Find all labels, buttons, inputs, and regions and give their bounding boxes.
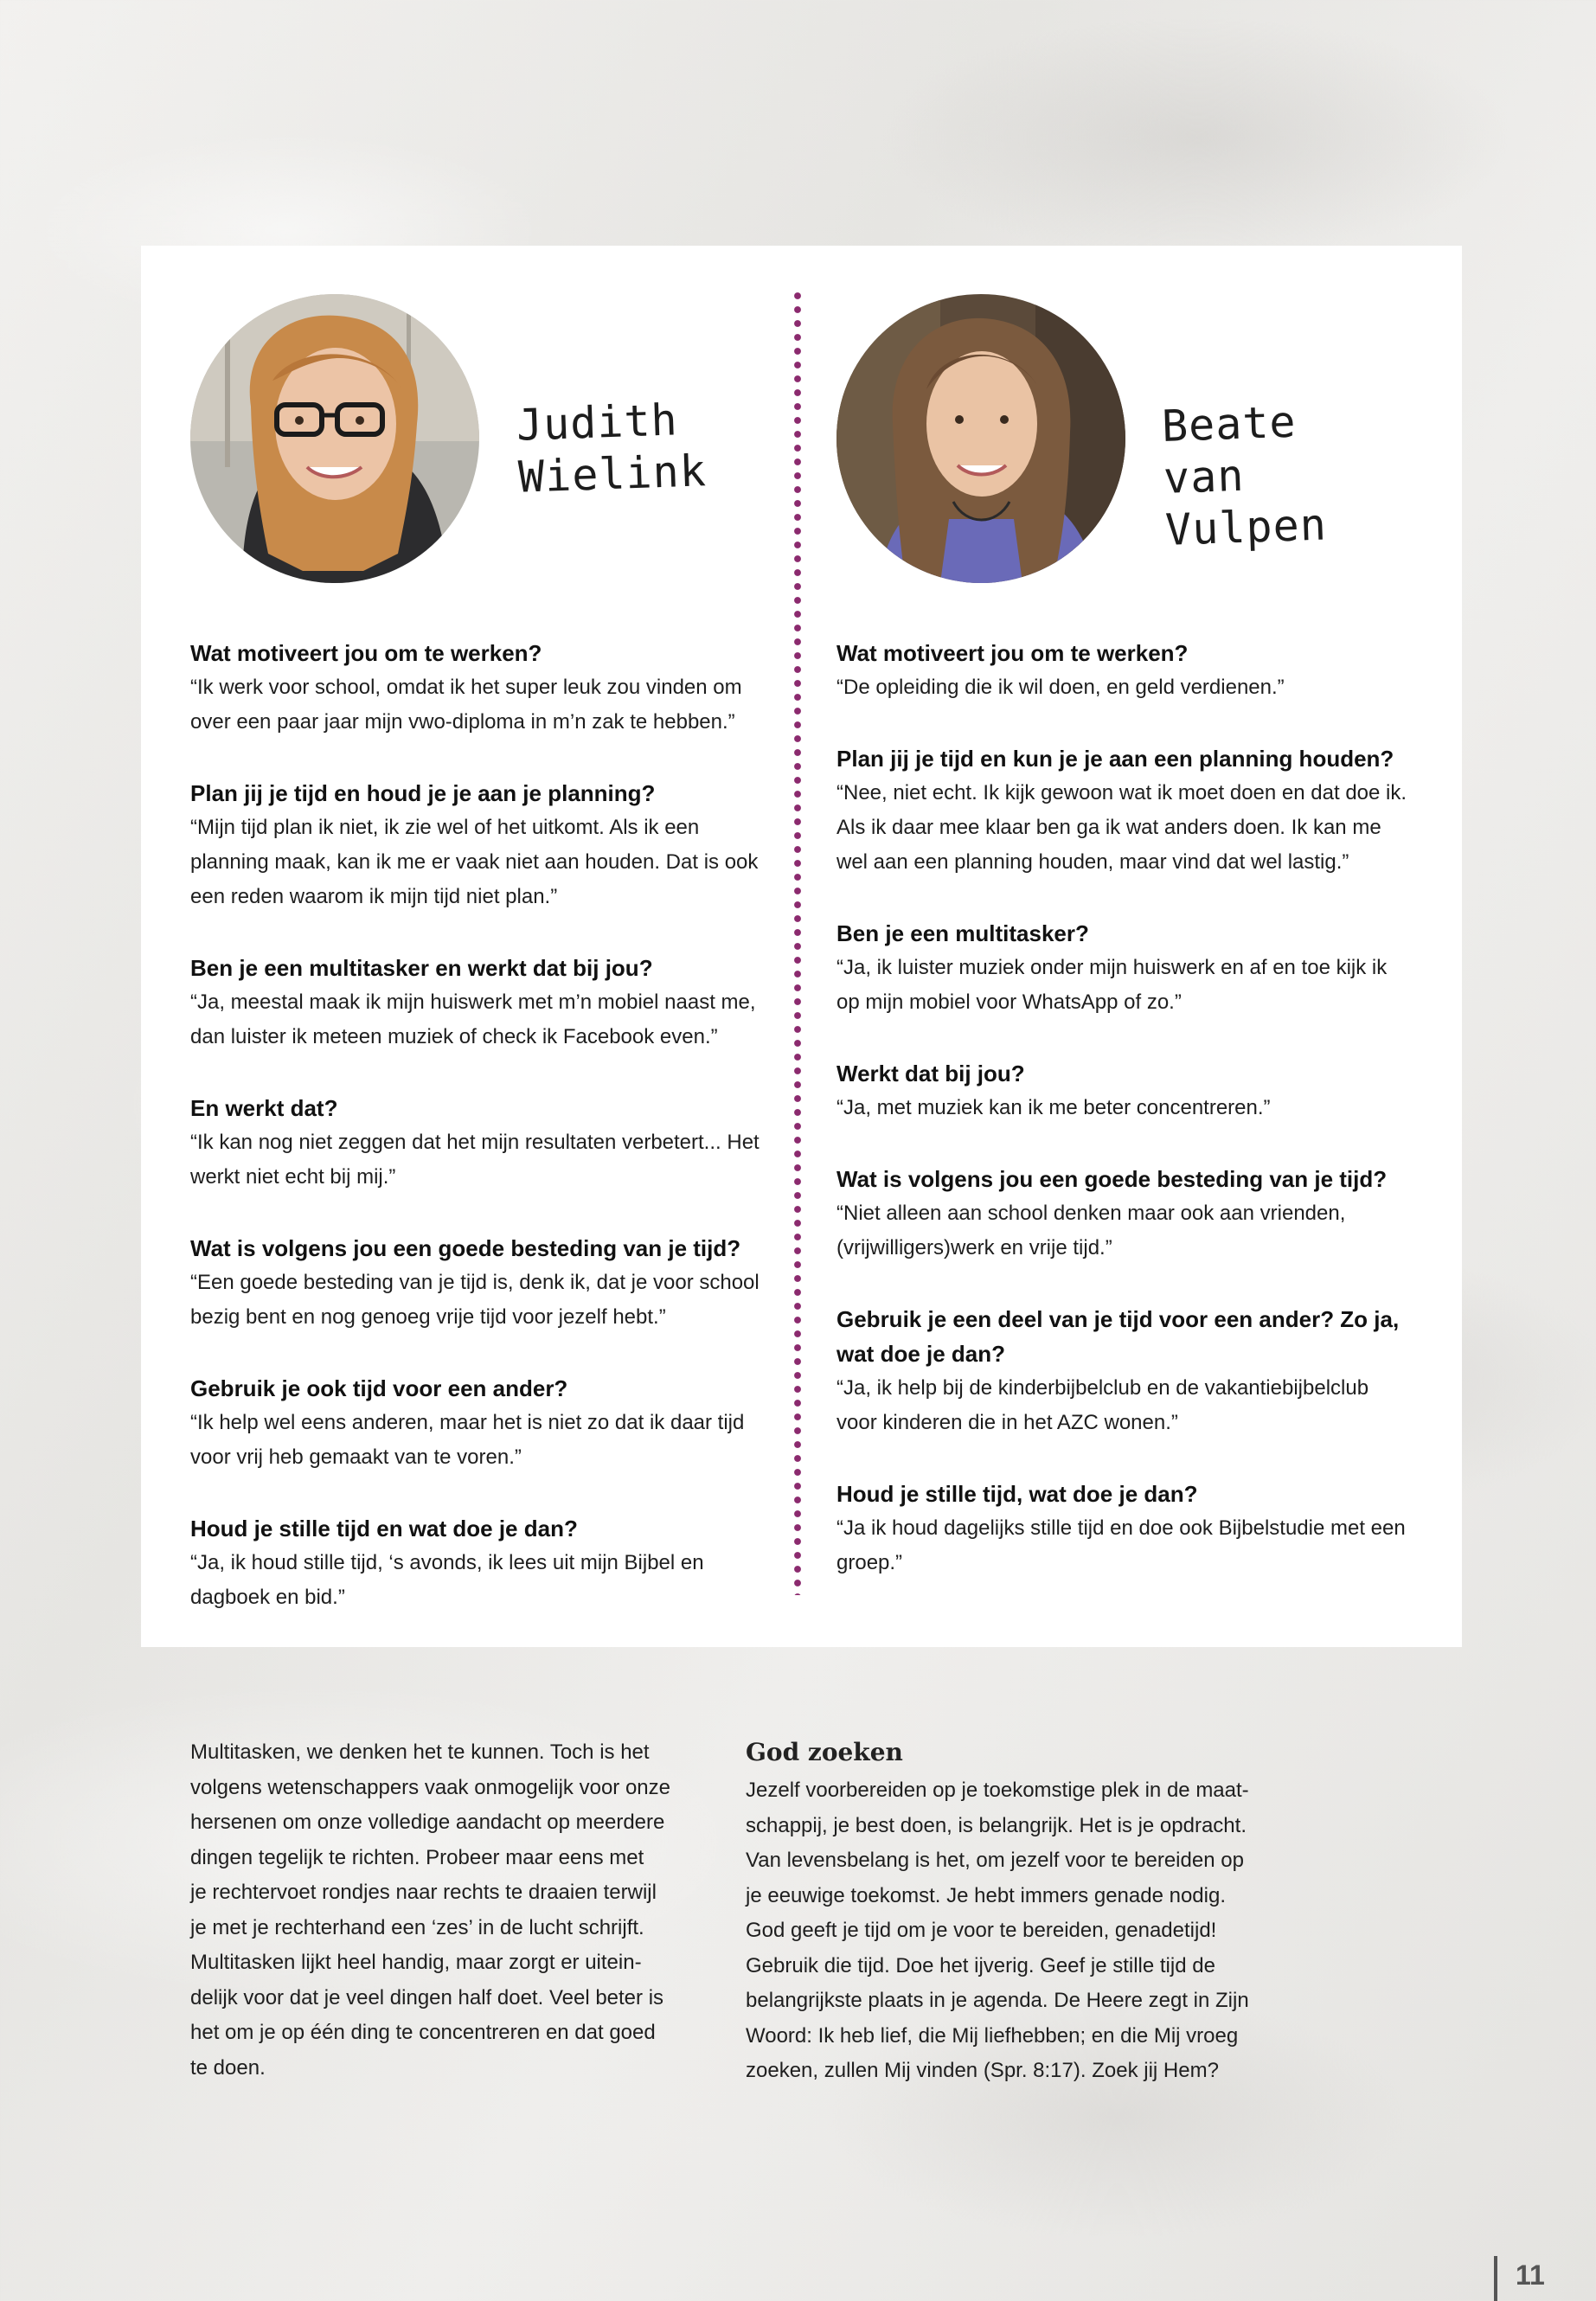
- god-zoeken-section: [746, 1735, 1273, 2089]
- qa-item: [190, 636, 761, 740]
- qa-item: [190, 951, 761, 1054]
- qa-item: [190, 1091, 761, 1195]
- page-number: 11: [1516, 2259, 1545, 2291]
- answer: “Ja, met muziek kan ik me beter concentreren.”: [836, 1096, 1271, 1119]
- answer: “Een goede besteding van je tijd is, denk ik, dat je voor school bezig bent en nog genoeg vrije tijd voor jezelf hebt.”: [190, 1271, 760, 1329]
- text-line: Woord: Ik heb lief, die Mij liefhebben; en die Mij vroeg: [746, 2023, 1239, 2048]
- name-last: van Vulpen: [1163, 450, 1328, 555]
- question: Werkt dat bij jou?: [836, 1061, 1025, 1086]
- portrait-photo: [836, 294, 1125, 583]
- person-name: [1161, 392, 1410, 556]
- question: Wat is volgens jou een goede besteding van je tijd?: [190, 1235, 741, 1261]
- question: Wat motiveert jou om te werken?: [190, 640, 542, 666]
- text-line: te doen.: [190, 2055, 266, 2080]
- question: Plan jij je tijd en kun je je aan een planning houden?: [836, 746, 1394, 772]
- text-line: Multitasken lijkt heel handig, maar zorgt er uitein-: [190, 1951, 642, 1974]
- text-line: schappij, je best doen, is belangrijk. Het is je opdracht.: [746, 1813, 1247, 1837]
- text-line: Jezelf voorbereiden op je toekomstige plek in de maat-: [746, 1779, 1249, 1802]
- text-line: delijk voor dat je veel dingen half doet. Veel beter is: [190, 1985, 664, 2009]
- question: Houd je stille tijd en wat doe je dan?: [190, 1516, 578, 1541]
- text-line: God geeft je tijd om je voor te bereiden, genadetijd!: [746, 1919, 1217, 1942]
- question: Wat is volgens jou een goede besteding van je tijd?: [836, 1166, 1388, 1192]
- profile-header: [190, 294, 761, 636]
- profile-header: [836, 294, 1407, 636]
- answer: “Ik kan nog niet zeggen dat het mijn resultaten verbetert... Het werkt niet echt bij mij.”: [190, 1131, 760, 1189]
- text-line: volgens wetenschappers vaak onmogelijk voor onze: [190, 1775, 670, 1799]
- text-line: je met je rechterhand een ‘zes’ in de lucht schrijft.: [190, 1915, 644, 1939]
- answer: “De opleiding die ik wil doen, en geld verdienen.”: [836, 676, 1285, 699]
- answer: “Ja, ik houd stille tijd, ‘s avonds, ik lees uit mijn Bijbel en dagboek en bid.”: [190, 1551, 704, 1609]
- text-line: zoeken, zullen Mij vinden (Spr. 8:17). Zoek jij Hem?: [746, 2059, 1219, 2082]
- interview-column-judith: [190, 294, 761, 1651]
- question: Plan jij je tijd en houd je je aan je planning?: [190, 780, 656, 806]
- text-line: je rechtervoet rondjes naar rechts te draaien terwijl: [190, 1881, 657, 1904]
- dotted-divider: [794, 289, 801, 1595]
- avatar-judith: [190, 294, 479, 583]
- text-line: je eeuwige toekomst. Je hebt immers genade nodig.: [746, 1883, 1226, 1907]
- qa-item: [836, 636, 1407, 705]
- answer: “Ja, ik luister muziek onder mijn huiswerk en af en toe kijk ik op mijn mobiel voor WhatsApp of zo.”: [836, 956, 1388, 1014]
- section-heading: God zoeken: [746, 1738, 903, 1766]
- text-line: het om je op één ding te concentreren en dat goed: [190, 2021, 656, 2044]
- question: En werkt dat?: [190, 1095, 338, 1121]
- qa-item: [836, 741, 1407, 880]
- interview-column-beate: [836, 294, 1407, 1617]
- qa-item: [190, 776, 761, 914]
- answer: “Mijn tijd plan ik niet, ik zie wel of het uitkomt. Als ik een planning maak, kan ik me er vaak niet aan houden. Dat is ook een reden waarom ik mijn tijd niet plan.”: [190, 816, 759, 908]
- answer: “Ik help wel eens anderen, maar het is niet zo dat ik daar tijd voor vrij heb gemaakt van te voren.”: [190, 1411, 745, 1469]
- qa-item: [836, 916, 1407, 1020]
- text-line: Gebruik die tijd. Doe het ijverig. Geef je stille tijd de: [746, 1953, 1215, 1977]
- multitasking-paragraph: [190, 1735, 709, 2086]
- question: Ben je een multitasker?: [836, 920, 1089, 946]
- qa-item: [190, 1231, 761, 1335]
- text-line: belangrijkste plaats in je agenda. De Heere zegt in Zijn: [746, 1989, 1249, 2012]
- text-line: Multitasken, we denken het te kunnen. Toch is het: [190, 1740, 650, 1764]
- name-first: Beate: [1160, 396, 1298, 452]
- qa-item: [836, 1056, 1407, 1125]
- avatar-beate: [836, 294, 1125, 583]
- text-line: dingen tegelijk te richten. Probeer maar eens met: [190, 1845, 644, 1869]
- qa-item: [190, 1371, 761, 1475]
- qa-item: [190, 1511, 761, 1615]
- question: Wat motiveert jou om te werken?: [836, 640, 1189, 666]
- answer: “Ja, ik help bij de kinderbijbelclub en de vakantiebijbelclub voor kinderen die in het AZC wonen.”: [836, 1376, 1369, 1434]
- person-name: [516, 393, 708, 503]
- question: Houd je stille tijd, wat doe je dan?: [836, 1481, 1198, 1507]
- portrait-photo: [190, 294, 479, 583]
- answer: “Ja ik houd dagelijks stille tijd en doe ook Bijbelstudie met een groep.”: [836, 1516, 1406, 1574]
- question: Gebruik je ook tijd voor een ander?: [190, 1375, 568, 1401]
- text-line: Van levensbelang is het, om jezelf voor te bereiden op: [746, 1849, 1244, 1872]
- answer: “Niet alleen aan school denken maar ook aan vrienden, (vrijwilligers)werk en vrije tijd.”: [836, 1202, 1346, 1259]
- name-first: Judith: [516, 394, 679, 451]
- answer: “Nee, niet echt. Ik kijk gewoon wat ik moet doen en dat doe ik. Als ik daar mee klaar ben ga ik wat anders doen. Ik kan me wel aan een planning houden, maar vind dat wel lastig.”: [836, 781, 1407, 874]
- answer: “Ik werk voor school, omdat ik het super leuk zou vinden om over een paar jaar mijn vwo-diploma in m’n zak te hebben.”: [190, 676, 742, 734]
- answer: “Ja, meestal maak ik mijn huiswerk met m’n mobiel naast me, dan luister ik meteen muziek of check ik Facebook even.”: [190, 990, 756, 1048]
- qa-item: [836, 1162, 1407, 1266]
- page-number-rule: [1494, 2256, 1497, 2301]
- question: Ben je een multitasker en werkt dat bij jou?: [190, 955, 653, 981]
- qa-item: [836, 1477, 1407, 1580]
- question: Gebruik je een deel van je tijd voor een ander? Zo ja, wat doe je dan?: [836, 1306, 1400, 1367]
- qa-item: [836, 1302, 1407, 1440]
- text-line: hersenen om onze volledige aandacht op meerdere: [190, 1811, 665, 1834]
- name-last: Wielink: [517, 445, 708, 503]
